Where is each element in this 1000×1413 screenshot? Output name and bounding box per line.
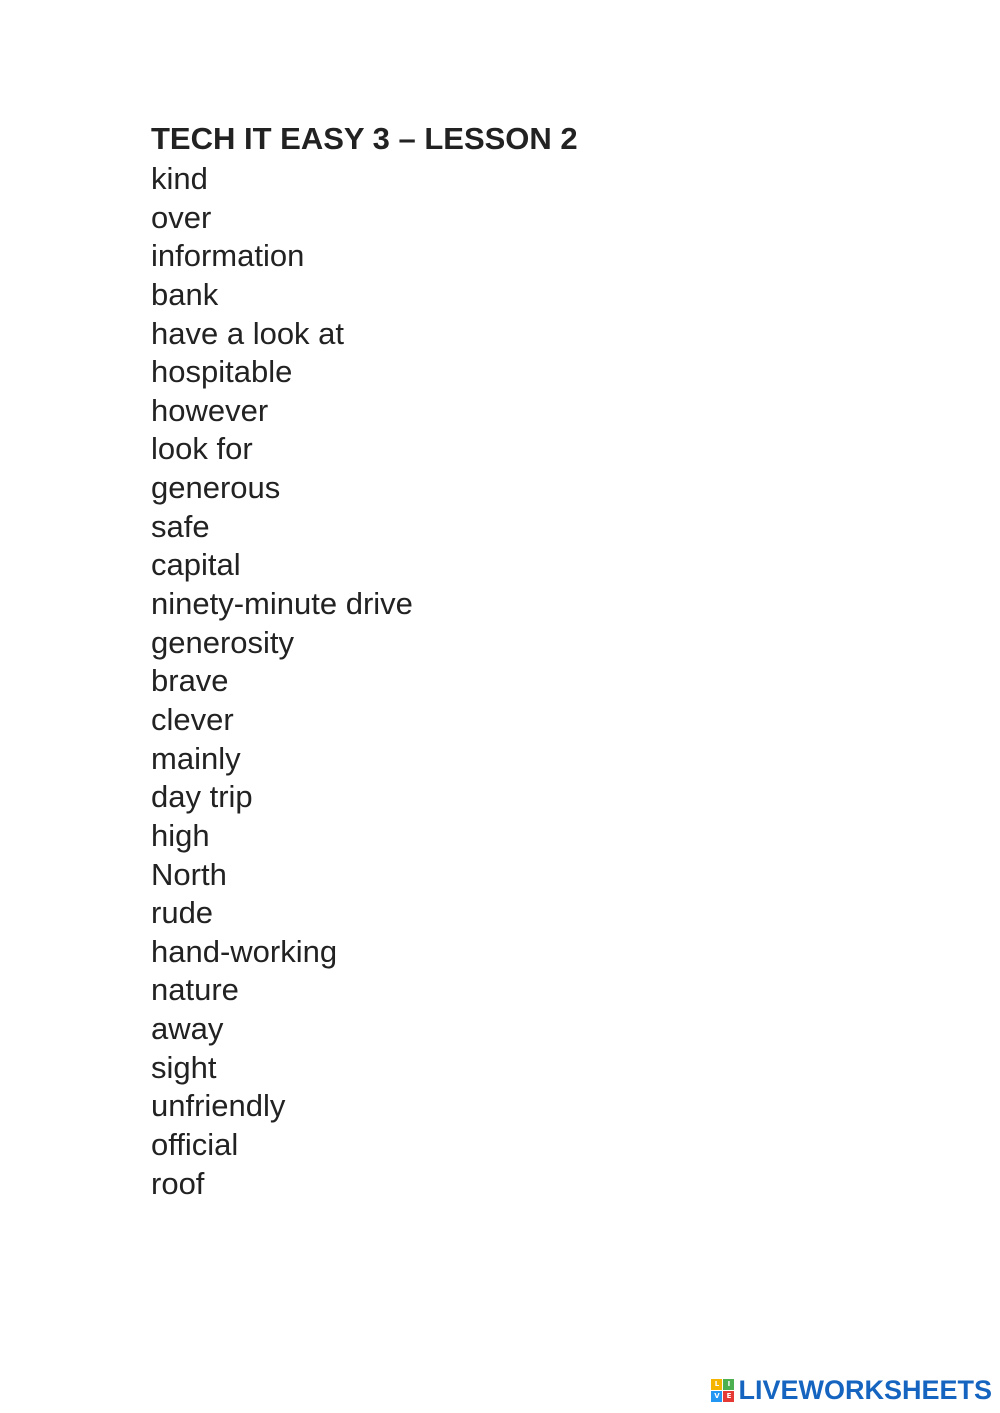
list-item: day trip	[151, 779, 253, 815]
list-item: bank	[151, 276, 219, 312]
list-item: however	[151, 392, 269, 428]
liveworksheets-logo-icon	[711, 1379, 734, 1402]
liveworksheets-logo[interactable]	[711, 1375, 992, 1405]
list-item: nature	[151, 972, 239, 1008]
list-item: look for	[151, 431, 253, 467]
list-item: official	[151, 1127, 239, 1163]
logo-letter: L	[711, 1379, 722, 1390]
list-item: away	[151, 1011, 224, 1047]
list-item: North	[151, 856, 227, 892]
list-item: mainly	[151, 740, 241, 776]
list-item: high	[151, 817, 210, 853]
vocabulary-list	[151, 160, 413, 1203]
list-item: clever	[151, 701, 234, 737]
list-item: roof	[151, 1165, 205, 1201]
list-item: capital	[151, 547, 241, 583]
list-item: ninety-minute drive	[151, 586, 413, 622]
list-item: brave	[151, 663, 229, 699]
logo-letter: E	[723, 1391, 734, 1402]
page-title: TECH IT EASY 3 – LESSON 2	[151, 121, 578, 156]
logo-letter: I	[723, 1379, 734, 1390]
brand-name: LIVEWORKSHEETS	[738, 1375, 992, 1405]
list-item: rude	[151, 895, 214, 931]
list-item: hand-working	[151, 933, 338, 969]
list-item: generous	[151, 470, 281, 506]
list-item: sight	[151, 1049, 217, 1085]
logo-letter: V	[711, 1391, 722, 1402]
list-item: unfriendly	[151, 1088, 286, 1124]
list-item: hospitable	[151, 354, 293, 390]
list-item: have a look at	[151, 315, 345, 351]
list-item: information	[151, 238, 305, 274]
list-item: kind	[151, 161, 208, 196]
list-item: generosity	[151, 624, 295, 660]
list-item: over	[151, 199, 212, 235]
list-item: safe	[151, 508, 210, 544]
